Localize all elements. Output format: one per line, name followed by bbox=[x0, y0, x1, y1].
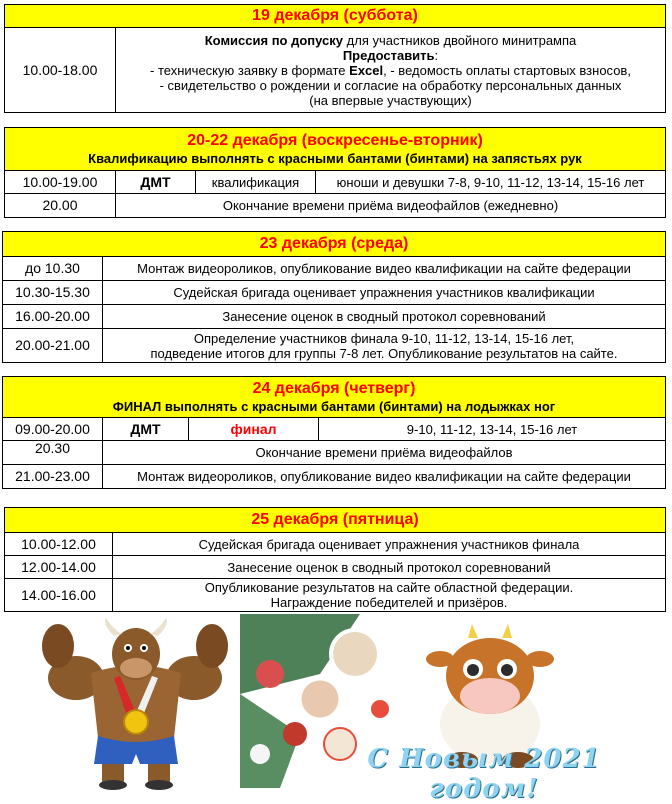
day4-row1-type: финал bbox=[189, 418, 319, 441]
day2-row-org: ДМТ bbox=[116, 171, 196, 194]
day4-title: 24 декабря (четверг) bbox=[252, 380, 416, 397]
day4-row2-text: Окончание времени приёма видеофайлов bbox=[103, 441, 666, 465]
illustrations bbox=[0, 614, 672, 804]
day1-table bbox=[4, 27, 666, 113]
day4-block bbox=[2, 376, 666, 489]
day1-line1-rest: для участников двойного минитрампа bbox=[343, 32, 577, 48]
day4-row3-time: 21.00-23.00 bbox=[3, 465, 103, 489]
day1-line4: - свидетельство о рождении и согласие на обработку персональных данных bbox=[159, 77, 622, 93]
day5-row2-time: 12.00-14.00 bbox=[5, 556, 113, 579]
day1-title: 19 декабря (суббота) bbox=[4, 4, 666, 28]
day2-row2-time: 20.00 bbox=[5, 194, 116, 218]
day4-row1-groups: 9-10, 11-12, 13-14, 15-16 лет bbox=[319, 418, 666, 441]
day2-title: 20-22 декабря (воскресенье-вторник) bbox=[187, 132, 483, 149]
day5-row2-text: Занесение оценок в сводный протокол соревнований bbox=[113, 556, 666, 579]
day2-block bbox=[4, 127, 666, 218]
day5-row3-text bbox=[113, 579, 666, 612]
day1-line3b: , - ведомость оплаты стартовых взносов, bbox=[383, 62, 631, 78]
day1-line2-rest: : bbox=[434, 47, 439, 63]
day3-row3-time: 16.00-20.00 bbox=[3, 305, 103, 329]
day5-row3-line2: Награждение победителей и призёров. bbox=[270, 595, 508, 610]
day2-subtitle: Квалификацию выполнять с красными бантами (бинтами) на запястьях рук bbox=[88, 151, 582, 166]
day4-row1-time: 09.00-20.00 bbox=[3, 418, 103, 441]
day5-row1-text: Судейская бригада оценивает упражнения участников финала bbox=[113, 533, 666, 556]
day2-row-groups: юноши и девушки 7-8, 9-10, 11-12, 13-14, 15-16 лет bbox=[316, 171, 666, 194]
new-year-card bbox=[240, 614, 660, 804]
day2-header bbox=[4, 127, 666, 171]
day1-description bbox=[116, 28, 666, 113]
day3-row4-line2: подведение итогов для группы 7-8 лет. Опубликование результатов на сайте. bbox=[150, 345, 618, 361]
day1-line5: (на впервые участвующих) bbox=[309, 92, 472, 108]
day2-row-type: квалификация bbox=[196, 171, 316, 194]
day4-row3-text: Монтаж видеороликов, опубликование видео квалификации на сайте федерации bbox=[103, 465, 666, 489]
day3-row1-text: Монтаж видеороликов, опубликование видео квалификации на сайте федерации bbox=[103, 257, 666, 281]
day2-row2-text: Окончание времени приёма видеофайлов (ежедневно) bbox=[116, 194, 666, 218]
day5-block bbox=[4, 507, 666, 612]
day3-row2-text: Судейская бригада оценивает упражнения участников квалификации bbox=[103, 281, 666, 305]
day1-line2-bold: Предоставить bbox=[342, 47, 435, 63]
day4-row2-time: 20.30 bbox=[3, 441, 103, 465]
day4-subtitle: ФИНАЛ выполнять с красными бантами (бинтами) на лодыжках ног bbox=[112, 399, 556, 414]
day3-row2-time: 10.30-15.30 bbox=[3, 281, 103, 305]
day4-table bbox=[2, 417, 666, 489]
day2-table bbox=[4, 170, 666, 218]
day5-title: 25 декабря (пятница) bbox=[4, 507, 666, 533]
day3-row4-time: 20.00-21.00 bbox=[3, 329, 103, 363]
day1-line1-bold: Комиссия по допуску bbox=[204, 32, 344, 48]
day3-table bbox=[2, 256, 666, 363]
day3-block bbox=[2, 231, 666, 363]
day3-row1-time: до 10.30 bbox=[3, 257, 103, 281]
day5-row3-time: 14.00-16.00 bbox=[5, 579, 113, 612]
day5-table bbox=[4, 532, 666, 612]
day4-row1-org: ДМТ bbox=[103, 418, 189, 441]
day3-row4-text bbox=[103, 329, 666, 363]
day4-header bbox=[2, 376, 666, 418]
greeting-text: С Новым 2021 годом! bbox=[367, 744, 601, 804]
day1-line3-excel: Excel bbox=[349, 62, 384, 78]
day5-row3-line1: Опубликование результатов на сайте областной федерации. bbox=[204, 580, 574, 595]
day3-row4-line1: Определение участников финала 9-10, 11-12, 13-14, 15-16 лет, bbox=[193, 330, 575, 346]
day3-row3-text: Занесение оценок в сводный протокол соревнований bbox=[103, 305, 666, 329]
day2-row-time: 10.00-19.00 bbox=[5, 171, 116, 194]
day5-row1-time: 10.00-12.00 bbox=[5, 533, 113, 556]
day1-time: 10.00-18.00 bbox=[5, 28, 116, 113]
day1-line3a: - техническую заявку в формате bbox=[150, 62, 350, 78]
bodybuilder-bull-image bbox=[36, 618, 236, 790]
day3-title: 23 декабря (среда) bbox=[2, 231, 666, 257]
day1-block bbox=[4, 4, 666, 113]
